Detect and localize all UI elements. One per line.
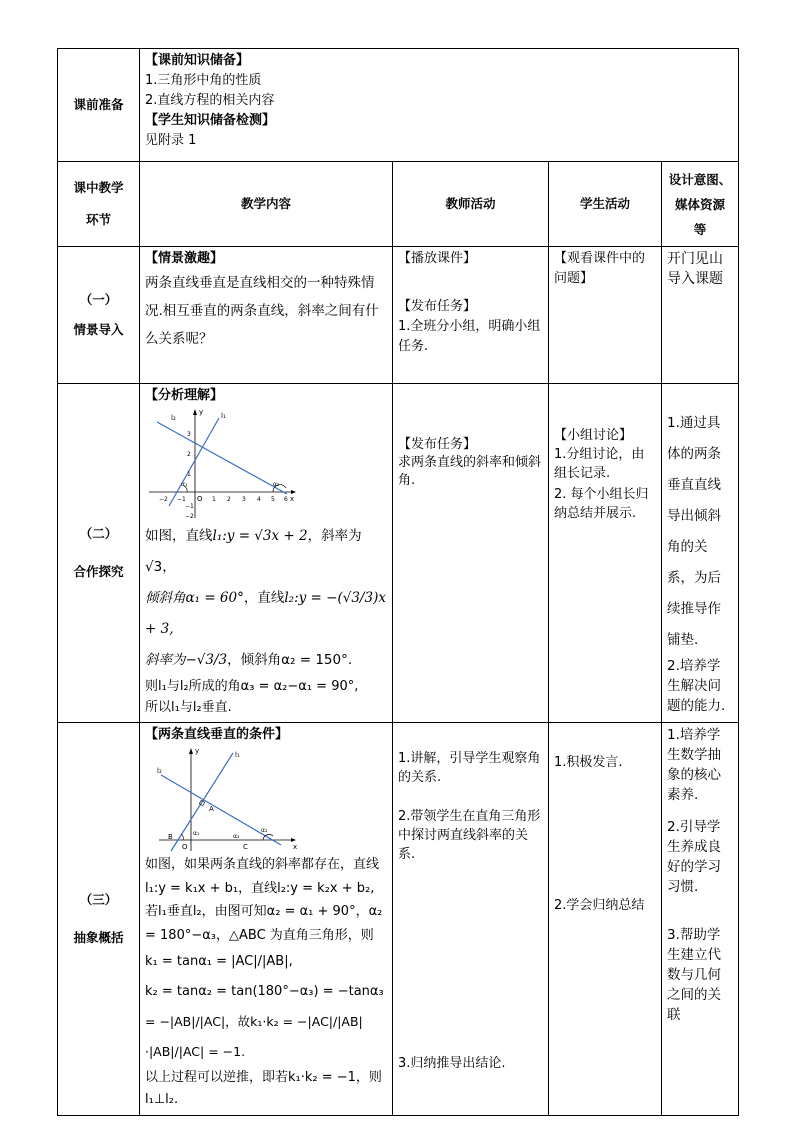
label-origin: O xyxy=(197,495,203,503)
section-1-text: 两条直线垂直是直线相交的一种特殊情况.相互垂直的两条直线，斜率之间有什么关系呢？ xyxy=(145,275,379,347)
prep-item-1: 1.三角形中角的性质 xyxy=(145,73,262,88)
s2-math-line-5: 所以l₁与l₂垂直. xyxy=(145,700,232,715)
label-b: B xyxy=(168,833,173,841)
section-2-row xyxy=(58,384,739,723)
s2-math-line-1: 如图，直线l₁:y = √3x + 2，斜率为√3， xyxy=(145,528,362,575)
s2-math-line-2: 倾斜角α₁ = 60°，直线l₂:y = −(√3/3)x + 3, xyxy=(145,590,386,637)
section-1-label: （一） 情景导入 xyxy=(58,247,140,384)
ytick: −2 xyxy=(185,513,194,520)
header-student: 学生活动 xyxy=(549,162,662,247)
header-row xyxy=(58,162,739,247)
section-1-content: 【情景激趣】 两条直线垂直是直线相交的一种特殊情况.相互垂直的两条直线，斜率之间有什么关系呢？ xyxy=(140,247,393,384)
figure-1 xyxy=(147,406,297,521)
label-alpha1: α₁ xyxy=(193,830,200,837)
header-teacher: 教师活动 xyxy=(393,162,549,247)
label-l2: l₂ xyxy=(157,767,162,775)
xtick: 4 xyxy=(257,496,261,503)
s3-math-line-3: k₂ = tanα₂ = tan(180°−α₃) = −tanα₃ xyxy=(145,984,384,999)
section-2-label: （二） 合作探究 xyxy=(58,384,140,723)
s3-math-line-1: 如图，如果两条直线的斜率都存在，直线l₁:y = k₁x + b₁，直线l₂:y = k₂x + b₂,若l₁垂直l₂，由图可知α₂ = α₁ + 90°，α₂ = 180°−α₃，△ABC 为直角三角形，则 xyxy=(145,857,383,943)
lesson-plan-table xyxy=(57,48,739,1116)
xtick: 6 xyxy=(284,496,288,503)
section-1-design: 开门见山 导入课题 xyxy=(662,247,739,384)
prep-heading-2: 【学生知识储备检测】 xyxy=(145,113,276,128)
ytick: 1 xyxy=(187,471,191,478)
section-2-content: 【分析理解】 l₁ l₂ y x O α₁ α₂ −2 −1 1 2 3 4 5 6 3 2 1 −1 −2 如图，直线l₁:y = √3x + 2，斜率为√3， 倾斜角α₁ = 60°，直线l₂:y = −(√3/3)x + 3, 斜率为−√3/3，倾斜角α₂ = 150°. 则l₁与l₂所成的角α₃ = α₂−α₁ = 90°, 所以l₁与l₂垂直. xyxy=(140,384,393,723)
y-axis-arrow xyxy=(189,748,193,754)
label-y: y xyxy=(199,408,204,416)
section-3-content: 【两条直线垂直的条件】 l₁ l₂ y x A B C O α₁ α₂ α₃ 如图，如果两条直线的斜率都存在，直线l₁:y = k₁x + b₁，直线l₂:y = k₂x + b₂,若l₁垂直l₂，由图可知α₂ = α₁ + 90°，α₂ = 180°−α₃，△ABC 为直角三角形，则 k₁ = tanα₁ = |AC|/|AB|, k₂ = tanα₂ = tan(180°−α₃) = −tanα₃ = −|AB|/|AC|，故k₁·k₂ = −|AC|/|AB|·|AB|/|AC| = −1. 以上过程可以逆推，即若k₁·k₂ = −1，则l₁⊥l₂. xyxy=(140,723,393,1116)
x-axis-arrow xyxy=(291,838,296,842)
xtick: 1 xyxy=(212,496,216,503)
y-axis-arrow xyxy=(193,409,197,415)
prep-content xyxy=(140,49,739,162)
ytick: 3 xyxy=(187,431,191,438)
header-design: 设计意图、 媒体资源 等 xyxy=(662,162,739,247)
ytick: −1 xyxy=(185,503,194,510)
section-1-teacher: 【播放课件】 【发布任务】 1.全班分小组，明确小组任务. xyxy=(393,247,549,384)
ytick: 2 xyxy=(187,451,191,458)
prep-label: 课前准备 xyxy=(58,49,140,162)
header-content: 教学内容 xyxy=(140,162,393,247)
label-c: C xyxy=(243,843,248,851)
header-stage: 课中教学 环节 xyxy=(58,162,140,247)
section-2-student: 【小组讨论】 1.分组讨论，由组长记录. 2. 每个小组长归纳总结并展示. xyxy=(549,384,662,723)
line-l1 xyxy=(169,418,219,506)
label-a: A xyxy=(209,805,214,813)
label-origin: O xyxy=(182,843,188,851)
figure-2 xyxy=(155,745,305,853)
label-alpha2: α₂ xyxy=(261,827,268,834)
s2-math-line-4: 则l₁与l₂所成的角α₃ = α₂−α₁ = 90°, xyxy=(145,679,359,694)
label-l1: l₁ xyxy=(235,751,240,759)
s2-math-line-3: 斜率为−√3/3，倾斜角α₂ = 150°. xyxy=(145,652,353,668)
line-l2 xyxy=(157,422,287,494)
label-x: x xyxy=(293,843,298,851)
prep-row xyxy=(58,49,739,162)
label-alpha1: α₁ xyxy=(181,481,188,488)
section-2-teacher: 【发布任务】 求两条直线的斜率和倾斜角. xyxy=(393,384,549,723)
xtick: 5 xyxy=(271,496,275,503)
xtick: −1 xyxy=(177,496,186,503)
label-l1: l₁ xyxy=(221,412,226,420)
prep-heading-1: 【课前知识储备】 xyxy=(145,53,250,68)
xtick: −2 xyxy=(159,496,168,503)
line-l1 xyxy=(171,753,233,851)
x-axis-arrow xyxy=(291,490,296,494)
section-3-row xyxy=(58,723,739,1116)
section-3-design: 1.培养学生数学抽象的核心素养. 2.引导学生养成良好的学习习惯. 3.帮助学生建立代数与几何之间的关联 xyxy=(662,723,739,1116)
label-l2: l₂ xyxy=(171,414,176,422)
section-1-student: 【观看课件中的问题】 xyxy=(549,247,662,384)
xtick: 3 xyxy=(242,496,246,503)
section-2-design: 1.通过具体的两条垂直直线导出倾斜角的关系，为后续推导作铺垫. 2.培养学生解决问题的能力. xyxy=(662,384,739,723)
section-3-teacher: 1.讲解，引导学生观察角的关系. 2.带领学生在直角三角形中探讨两直线斜率的关系. 3.归纳推导出结论. xyxy=(393,723,549,1116)
prep-item-2: 2.直线方程的相关内容 xyxy=(145,93,275,108)
xtick: 2 xyxy=(227,496,231,503)
section-3-label: （三） 抽象概括 xyxy=(58,723,140,1116)
label-y: y xyxy=(195,747,200,755)
label-x: x xyxy=(290,495,295,503)
label-alpha3: α₃ xyxy=(233,833,240,840)
label-alpha2: α₂ xyxy=(273,481,280,488)
s3-math-line-5: 以上过程可以逆推，即若k₁·k₂ = −1，则l₁⊥l₂. xyxy=(145,1070,382,1107)
section-1-row xyxy=(58,247,739,384)
section-3-student: 1.积极发言. 2.学会归纳总结 xyxy=(549,723,662,1116)
s3-math-line-4: = −|AB|/|AC|，故k₁·k₂ = −|AC|/|AB|·|AB|/|AC| = −1. xyxy=(145,1014,363,1059)
prep-item-3: 见附录 1 xyxy=(145,133,197,148)
line-l2 xyxy=(161,775,281,845)
s3-math-line-2: k₁ = tanα₁ = |AC|/|AB|, xyxy=(145,954,293,969)
